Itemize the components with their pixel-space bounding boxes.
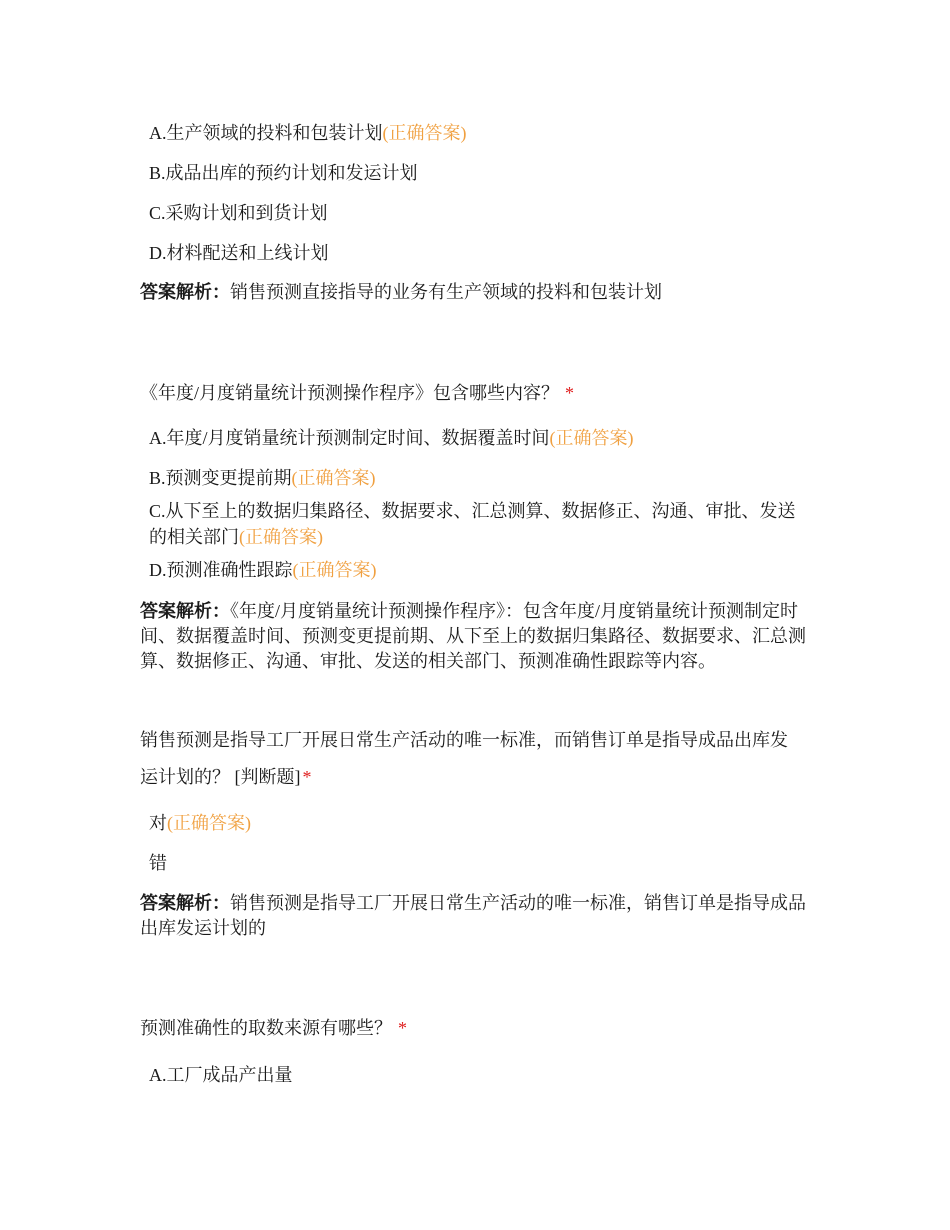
correct-answer-mark: (正确答案) xyxy=(292,560,377,580)
q2-option-d: D.预测准确性跟踪(正确答案) xyxy=(149,560,377,580)
q3-title-line2: 运计划的？ [判断题] * xyxy=(140,767,312,787)
q3-option-true: 对(正确答案) xyxy=(149,813,251,833)
correct-answer-mark: (正确答案) xyxy=(239,527,323,547)
question-type-tag: [判断题] xyxy=(234,767,301,787)
q2-title: 《年度/月度销量统计预测操作程序》包含哪些内容？ * xyxy=(140,383,574,403)
q3-explanation: 答案解析：销售预测是指导工厂开展日常生产活动的唯一标准，销售订单是指导成品出库发运计划的 xyxy=(140,893,806,938)
required-mark: * xyxy=(398,1018,407,1038)
q1-option-b: B.成品出库的预约计划和发运计划 xyxy=(149,163,418,183)
q2-option-b: B.预测变更提前期(正确答案) xyxy=(149,468,376,488)
required-mark: * xyxy=(565,383,574,403)
correct-answer-mark: (正确答案) xyxy=(382,123,467,143)
q1-option-a: A.生产领域的投料和包装计划(正确答案) xyxy=(149,123,467,143)
q3-option-false: 错 xyxy=(149,853,167,873)
q1-option-c: C.采购计划和到货计划 xyxy=(149,203,328,223)
q2-option-a: A.年度/月度销量统计预测制定时间、数据覆盖时间(正确答案) xyxy=(149,428,634,448)
q4-option-a: A.工厂成品产出量 xyxy=(149,1065,293,1085)
correct-answer-mark: (正确答案) xyxy=(291,468,376,488)
q1-option-d: D.材料配送和上线计划 xyxy=(149,243,329,263)
correct-answer-mark: (正确答案) xyxy=(549,428,634,448)
q4-title: 预测准确性的取数来源有哪些？ * xyxy=(140,1018,407,1038)
required-mark: * xyxy=(302,767,312,787)
correct-answer-mark: (正确答案) xyxy=(167,813,251,833)
q3-title-line1: 销售预测是指导工厂开展日常生产活动的唯一标准，而销售订单是指导成品出库发 xyxy=(140,730,788,750)
q2-explanation: 答案解析：《年度/月度销量统计预测操作程序》：包含年度/月度销量统计预测制定时间、数据覆盖时间、预测变更提前期、从下至上的数据归集路径、数据要求、汇总测算、数据修正、沟通、审批、发送的相关部门、预测准确性跟踪等内容。 xyxy=(140,601,806,671)
q1-explanation: 答案解析：销售预测直接指导的业务有生产领域的投料和包装计划 xyxy=(140,282,662,302)
q2-option-c: C.从下至上的数据归集路径、数据要求、汇总测算、数据修正、沟通、审批、发送的相关部门(正确答案) xyxy=(149,501,796,547)
